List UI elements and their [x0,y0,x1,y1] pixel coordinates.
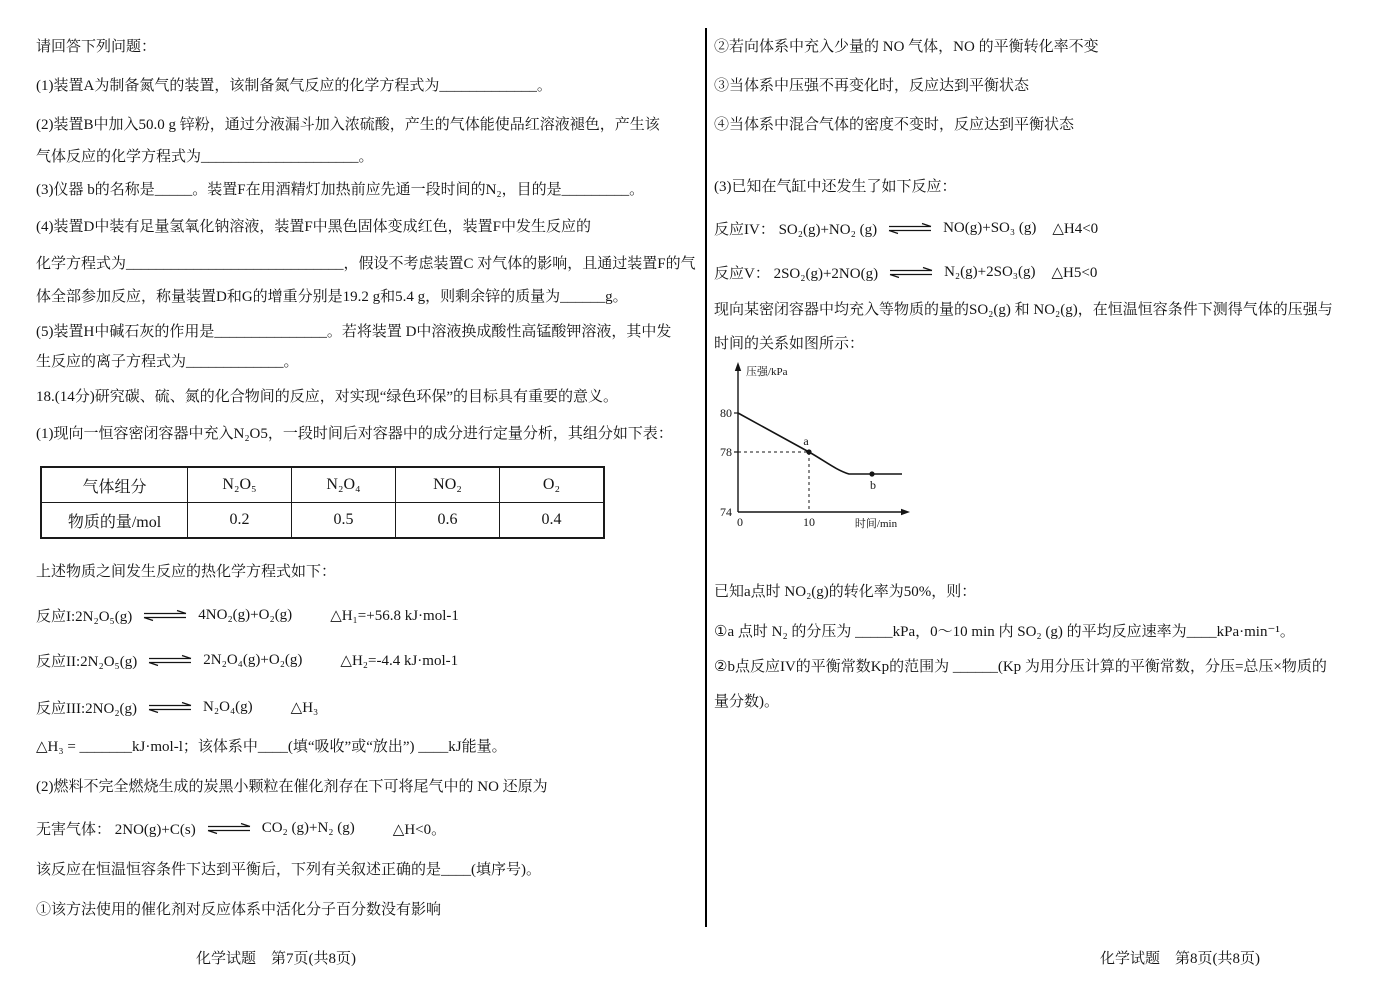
table-cell: 0.4 [500,503,605,539]
left-line-q18-2: (2)燃料不完全燃烧生成的炭黑小颗粒在催化剂存在下可将尾气中的 NO 还原为 [36,778,548,795]
equation-right: CO₂ (g)+N₂ (g) [261,819,355,836]
point-b-label: b [870,478,876,492]
x-axis-arrow-icon [901,509,910,515]
point-a-label: a [803,434,809,448]
left-line-q4a: (4)装置D中装有足量氢氧化钠溶液，装置F中黑色固体变成红色，装置F中发生反应的 [36,218,592,235]
equilibrium-arrow-icon [887,266,935,279]
left-line-q2a: (2)装置B中加入50.0 g 锌粉，通过分液漏斗加入浓硫酸，产生的气体能使品红溶液褪色，产生该 [36,116,660,133]
right-line-opt4: ④当体系中混合气体的密度不变时，反应达到平衡状态 [714,116,1075,133]
table-row [41,503,604,539]
left-line-q3: (3)仪器 b的名称是_____。装置F在用酒精灯加热前应先通一段时间的N₂，目的是_________。 [36,181,645,198]
reaction-equation-4 [714,209,1098,247]
right-line-fill-a: 现向某密闭容器中均充入等物质的量的SO₂(g) 和 NO₂(g)，在恒温恒容条件下测得气体的压强与 [714,301,1333,318]
left-line-equil-q: 该反应在恒温恒容条件下达到平衡后，下列有关叙述正确的是____(填序号)。 [36,861,541,878]
right-line-known-a: 已知a点时 NO₂(g)的转化率为50%，则： [714,583,977,600]
equation-delta-h: △H<0。 [392,821,447,838]
y-tick-label-74: 74 [720,505,732,519]
equilibrium-arrow-icon [146,654,194,667]
reaction-equation-2 [36,641,458,679]
reaction-equation-5 [714,253,1097,291]
equilibrium-arrow-icon [205,822,253,835]
right-line-opt2: ②若向体系中充入少量的 NO 气体，NO 的平衡转化率不变 [714,38,1099,55]
right-line-sub1: ①a 点时 N₂ 的分压为 _____kPa，0～10 min 内 SO₂ (g) 的平均反应速率为____kPa·min⁻¹。 [714,623,1295,640]
left-line-q1: (1)装置A为制备氮气的装置，该制备氮气反应的化学方程式为_____________。 [36,77,552,94]
left-line-q5b: 生反应的离子方程式为_____________。 [36,353,299,370]
equilibrium-arrow-icon [146,701,194,714]
equation-right: 2N₂O₄(g)+O₂(g) [203,651,303,668]
left-line-intro: 请回答下列问题： [36,38,157,55]
reaction-equation-1 [36,596,459,634]
y-tick-label-78: 78 [720,445,732,459]
left-line-q18-1: (1)现向一恒容密闭容器中充入N₂O5，一段时间后对容器中的成分进行定量分析，其组分如下表： [36,425,673,442]
table-cell: 物质的量/mol [41,503,188,539]
equation-left: 反应V： 2SO₂(g)+2NO(g) [714,265,879,282]
x-tick-label-10: 10 [803,515,815,529]
page-8-footer: 化学试题 第8页(共8页) [1100,950,1260,967]
equation-right: 4NO₂(g)+O₂(g) [198,606,293,623]
equation-left: 反应II:2N₂O₅(g) [36,653,138,670]
table-cell: 0.2 [188,503,292,539]
y-axis-label: 压强/kPa [746,366,788,378]
left-line-dh3: △H₃ = _______kJ·mol-l；该体系中____(填“吸收”或“放出”) ____kJ能量。 [36,738,507,755]
table-header-cell: O₂ [500,467,605,503]
y-tick-label-80: 80 [720,406,732,420]
y-axis-arrow-icon [735,362,741,371]
point-a-marker [806,449,811,454]
column-divider [705,28,707,927]
left-line-q4c: 体全部参加反应，称量装置D和G的增重分别是19.2 g和5.4 g，则剩余锌的质量为______g。 [36,288,628,305]
equation-delta-h: △H₃ [290,699,319,716]
equation-right: N₂(g)+2SO₃(g) [944,263,1036,280]
equation-left: 反应IV： SO₂(g)+NO₂ (g) [714,221,878,238]
table-cell: 0.5 [292,503,396,539]
left-line-q4b: 化学方程式为_____________________________，假设不考虑装置C 对气体的影响，且通过装置F的气 [36,255,696,272]
left-line-thermo-intro: 上述物质之间发生反应的热化学方程式如下： [36,563,337,580]
equation-delta-h: △H₁=+56.8 kJ·mol-1 [330,607,459,624]
table-header-cell: 气体组分 [41,467,188,503]
equation-left: 反应I:2N₂O₅(g) [36,608,133,625]
reaction-equation-3 [36,688,318,726]
equation-delta-h: △H5<0 [1051,264,1098,281]
equation-right: N₂O₄(g) [203,698,253,715]
equation-left: 反应III:2NO₂(g) [36,700,138,717]
left-line-q5a: (5)装置H中碱石灰的作用是_______________。若将装置 D中溶液换成酸性高锰酸钾溶液，其中发 [36,323,672,340]
left-line-q2b: 气体反应的化学方程式为_____________________。 [36,148,374,165]
reaction-equation-no-c [36,809,446,847]
equilibrium-arrow-icon [141,609,189,622]
table-cell: 0.6 [396,503,500,539]
right-line-sub2a: ②b点反应IV的平衡常数Kp的范围为 ______(Kp 为用分压计算的平衡常数，分压=总压×物质的 [714,658,1327,675]
right-line-fill-b: 时间的关系如图所示： [714,335,865,352]
left-line-opt1: ①该方法使用的催化剂对反应体系中活化分子百分数没有影响 [36,901,442,918]
equation-left: 无害气体： 2NO(g)+C(s) [36,821,196,838]
gas-composition-table [40,466,605,539]
pressure-time-chart [718,360,928,538]
equation-delta-h: △H4<0 [1052,220,1099,237]
right-line-opt3: ③当体系中压强不再变化时，反应达到平衡状态 [714,77,1030,94]
right-line-sub2b: 量分数)。 [714,693,779,710]
point-b-marker [869,471,874,476]
equilibrium-arrow-icon [886,222,934,235]
table-header-row [41,467,604,503]
table-header-cell: N₂O₄ [292,467,396,503]
x-tick-label-0: 0 [737,515,743,529]
table-header-cell: NO₂ [396,467,500,503]
table-header-cell: N₂O₅ [188,467,292,503]
equation-delta-h: △H₂=-4.4 kJ·mol-1 [340,652,459,669]
left-line-q18: 18.(14分)研究碳、硫、氮的化合物间的反应，对实现“绿色环保”的目标具有重要的意义。 [36,388,619,405]
equation-right: NO(g)+SO₃ (g) [943,219,1037,236]
pressure-curve [738,413,902,474]
page-7-footer: 化学试题 第7页(共8页) [196,950,356,967]
right-line-q3-intro: (3)已知在气缸中还发生了如下反应： [714,178,957,195]
x-axis-label: 时间/min [854,518,898,530]
